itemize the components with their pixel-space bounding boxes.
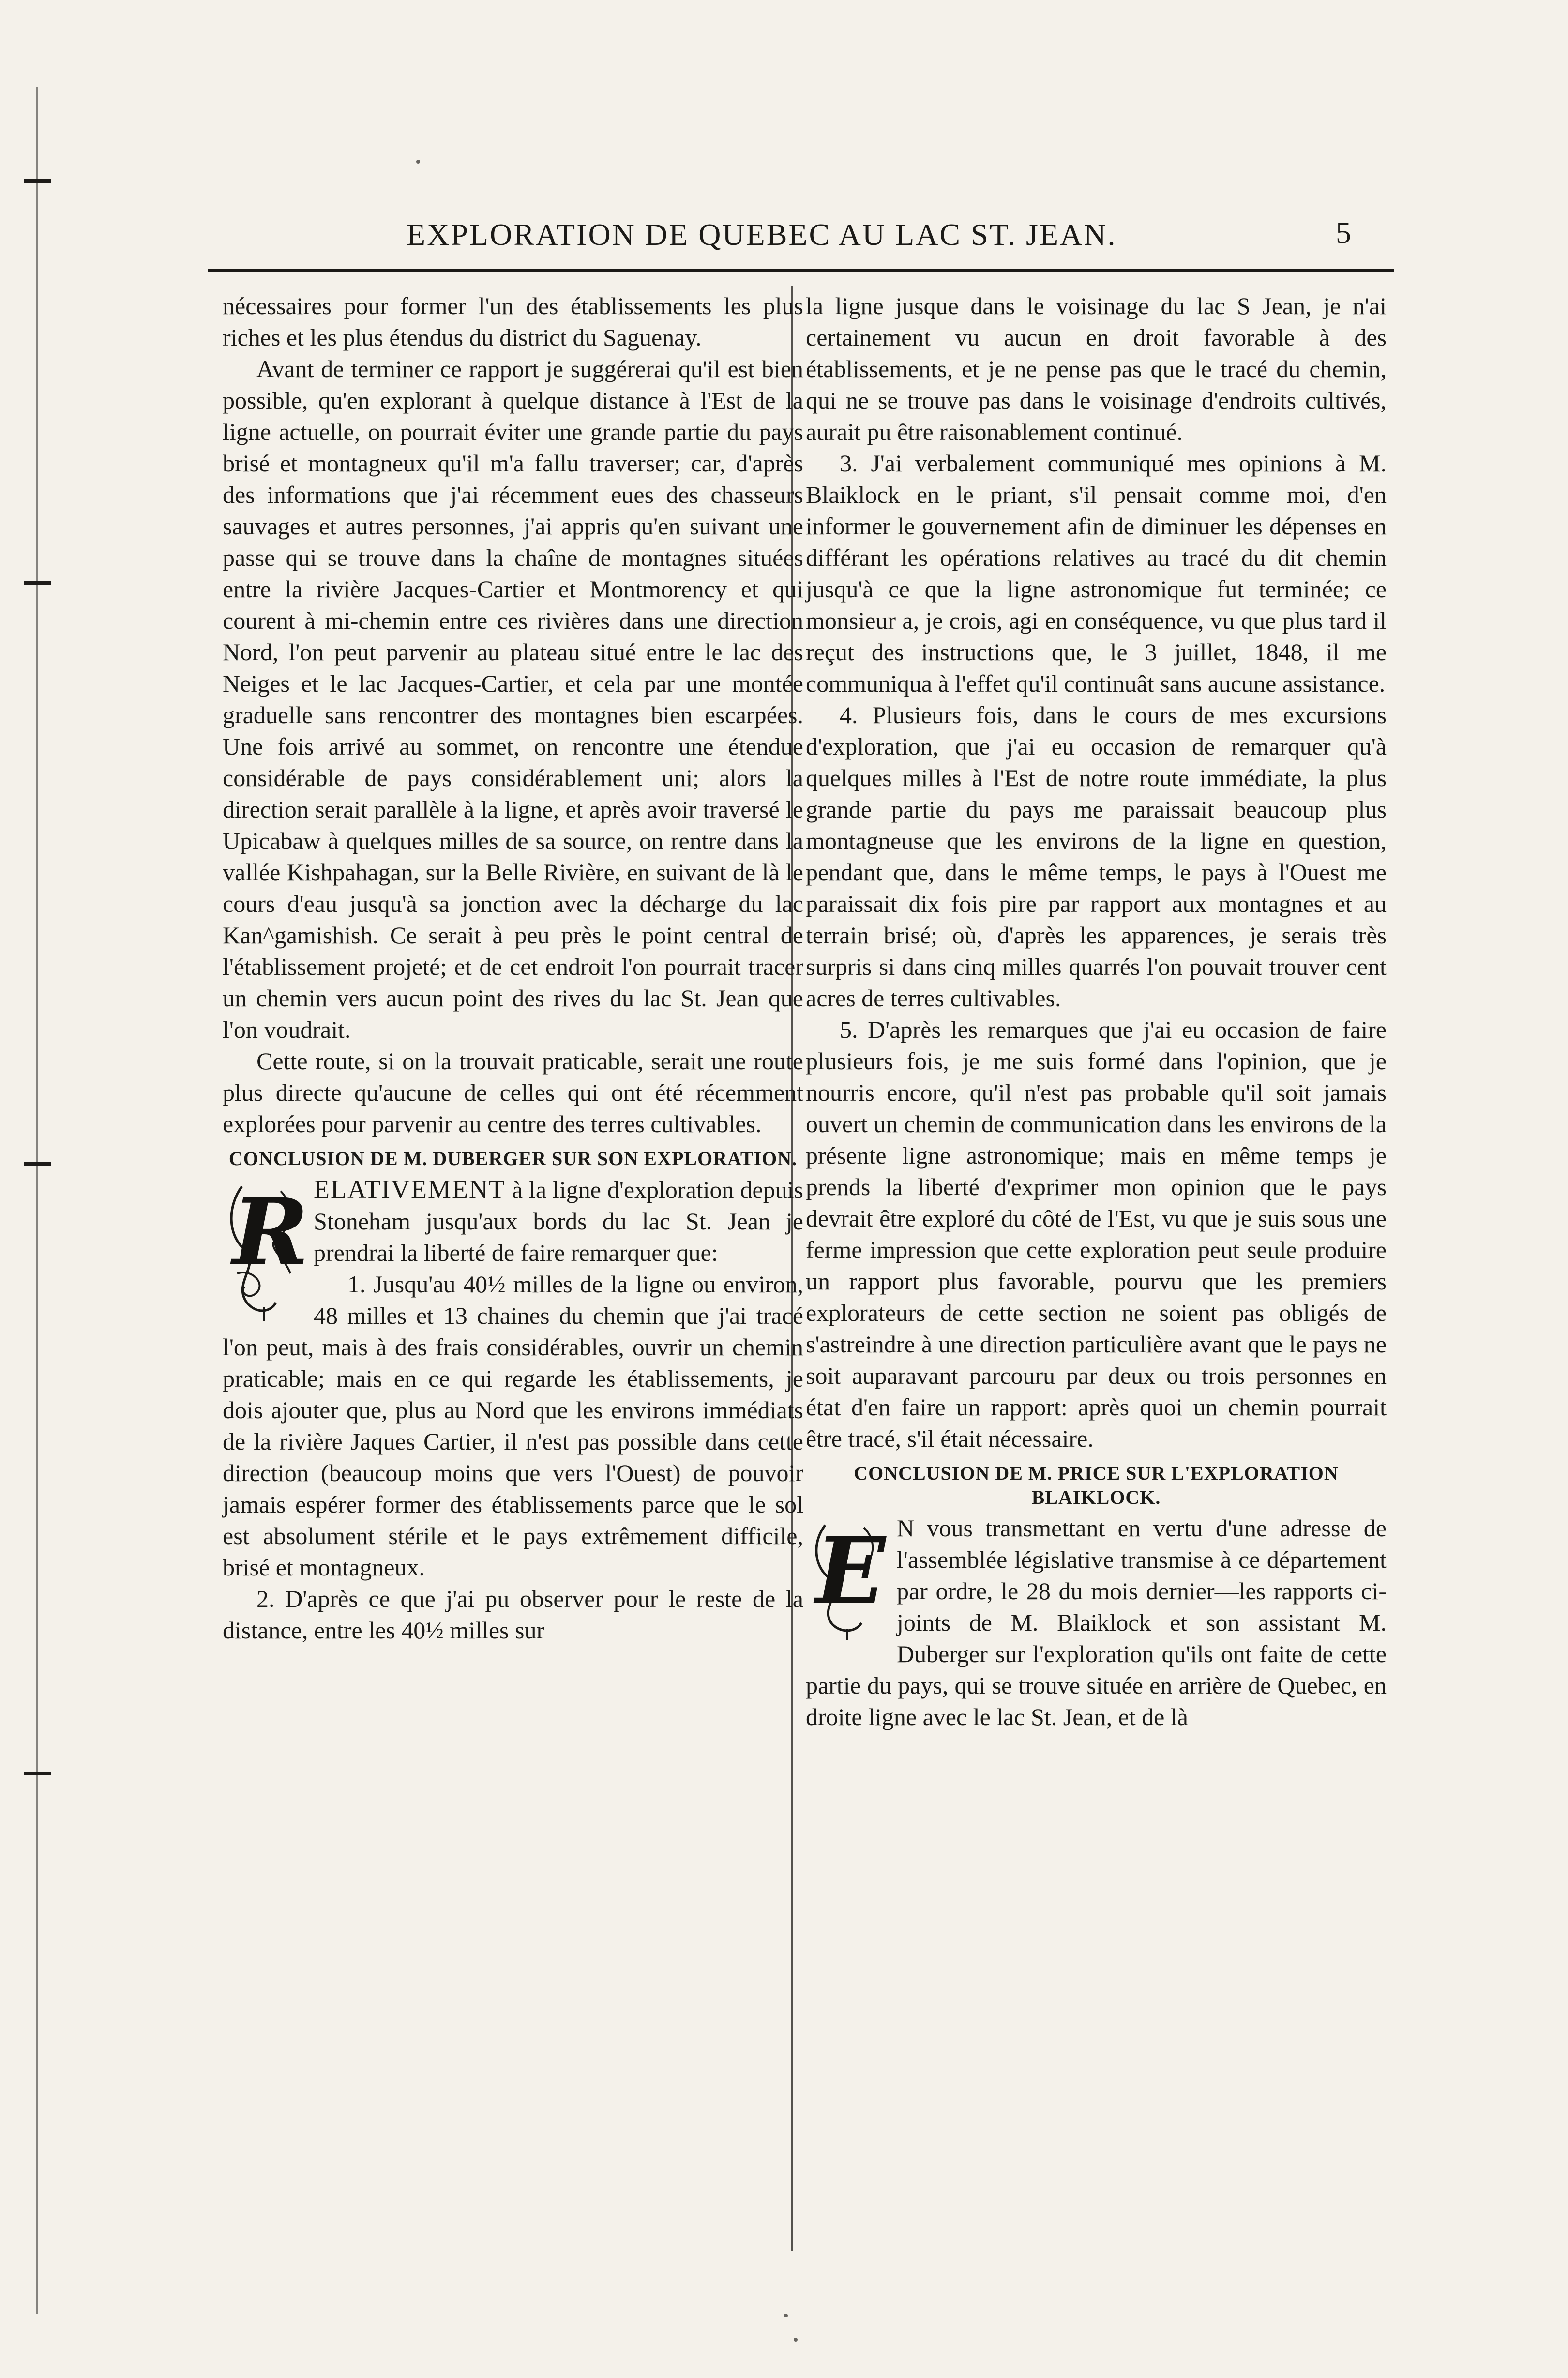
paragraph: 2. D'après ce que j'ai pu observer pour le reste de la distance, entre les 40½ milles sur [223,1585,803,1644]
section-heading: CONCLUSION DE M. DUBERGER SUR SON EXPLORATION. [228,1148,798,1169]
running-header [194,213,1384,266]
binding-line [36,87,38,2314]
paragraph: nécessaires pour former l'un des établissements les plus riches et les plus étendus du district du Saguenay. [223,292,803,351]
left-column [223,290,803,1646]
paragraph: 3. J'ai verbalement communiqué mes opinions à M. Blaiklock en le priant, s'il pensait comme moi, d'en informer le gouvernement afin de diminuer les dépenses en différant les opérations relatives au tracé du dit chemin jusqu'à ce que la ligne astronomique fut terminée; ce monsieur a, je crois, agi en conséquence, vu que plus tard il reçut des instructions que, le 3 juillet, 1848, il me communiqua à l'effet qu'il continuât sans aucune assistance. [806,450,1387,697]
dropcap-letter: E [815,1517,886,1625]
page-binding-edge [19,87,53,2314]
paragraph: la ligne jusque dans le voisinage du lac S Jean, je n'ai certainement vu aucun en droit favorable à des établissements, et je ne pense pas que le tracé du chemin, qui ne se trouve pas dans le voisinage d'endroits cultivés, aurait pu être raisonablement continué. [806,292,1387,445]
paragraph: 1. Jusqu'au 40½ milles de la ligne ou environ, 48 milles et 13 chaines du chemin que j'ai tracé l'on peut, mais à des frais considérables, ouvrir un chemin praticable; mais en ce qui regarde les établissements, je dois ajouter que, plus au Nord que les environs immédiats de la rivière Jaques Cartier, il n'est pas possible dans cette direction (beaucoup moins que vers l'Ouest) de pouvoir jamais espérer former des établissements parce que le sol est absolument stérile et le pays extrêmement difficile, brisé et montagneux. [223,1271,803,1581]
paragraph-with-dropcap [223,1174,803,1286]
paragraph-text: à la ligne d'exploration depuis Stoneham jusqu'aux bords du lac St. Jean je prendrai la liberté de faire remarquer que: [314,1176,803,1266]
paragraph: Cette route, si on la trouvait praticable, serait une route plus directe qu'aucune de celles qui ont été récemment explorées pour parvenir au centre des terres cultivables. [223,1047,803,1137]
lead-word: ELATIVEMENT [314,1175,506,1204]
right-column [806,290,1387,1733]
binding-mark [24,1162,51,1166]
dropcap-letter: R [232,1178,309,1286]
binding-mark [24,1772,51,1775]
binding-mark [24,179,51,183]
header-rule [208,269,1394,272]
print-speck [784,2314,788,2317]
binding-mark [24,581,51,585]
page-title: EXPLORATION DE QUEBEC AU LAC ST. JEAN. [407,217,1117,252]
print-speck [794,2338,798,2342]
paragraph: Avant de terminer ce rapport je suggérerai qu'il est bien possible, qu'en explorant à quelque distance à l'Est de la ligne actuelle, on pourrait éviter une grande partie du pays brisé et montagneux qu'il m'a fallu traverser; car, d'après des informations que j'ai récemment eues des chasseurs sauvages et autres personnes, j'ai appris qu'en suivant une passe qui se trouve dans la chaîne de montagnes situées entre la rivière Jacques-Cartier et Montmorency et qui courent à mi-chemin entre ces rivières dans une direction Nord, l'on peut parvenir au plateau situé entre le lac des Neiges et le lac Jacques-Cartier, et cela par une montée graduelle sans rencontrer des montagnes bien escarpées. Une fois arrivé au sommet, on rencontre une étendue considérable de pays considérablement uni; alors la direction serait parallèle à la ligne, et après avoir traversé le Upicabaw à quelques milles de sa source, on rentre dans la vallée Kishpahagan, sur la Belle Rivière, en suivant de là le cours d'eau jusqu'à sa jonction avec la décharge du lac Kan^gamishish. Ce serait à peu près le point central de l'établissement projeté; et de cet endroit l'on pourrait tracer un chemin vers aucun point des rives du lac St. Jean que l'on voudrait. [223,355,803,1043]
paragraph: 5. D'après les remarques que j'ai eu occasion de faire plusieurs fois, je me suis formé dans l'opinion, que je nourris encore, qu'il n'est pas probable qu'il soit jamais ouvert un chemin de communication dans les environs de la présente ligne astronomique; mais en même temps je prends la liberté d'exprimer mon opinion que le pays devrait être exploré du côté de l'Est, vu que je suis sous une ferme impression que cette exploration peut seule produire un rapport plus favorable, pourvu que les premiers explorateurs de cette section ne soient pas obligés de s'astreindre à une direction particulière avant que le pays ne soit auparavant parcouru par deux ou trois personnes en état d'en faire un rapport: après quoi un chemin pourrait être tracé, s'il était nécessaire. [806,1016,1387,1452]
paragraph-text: N vous transmettant en vertu d'une adresse de l'assemblée législative transmise à ce département par ordre, le 28 du mois dernier—les rapports ci-joints de M. Blaiklock et son assistant M. Duberger sur l'exploration qu'ils ont faite de cette partie du pays, qui se trouve située en arrière de Quebec, en droite ligne avec le lac St. Jean, et de là [806,1515,1387,1730]
ornamental-dropcap [223,1177,309,1322]
print-speck [416,160,420,164]
paragraph: 4. Plusieurs fois, dans le cours de mes excursions d'exploration, que j'ai eu occasion de remarquer qu'à quelques milles à l'Est de notre route immédiate, la plus grande partie du pays me paraissait beaucoup plus montagneuse que les environs de la ligne en question, pendant que, dans le même temps, le pays à l'Ouest me paraissait dix fois pire par rapport aux montagnes et au terrain brisé; où, d'après les apparences, je serais très surpris si dans cinq milles quarrés l'on pouvait trouver cent acres de terres cultivables. [806,701,1387,1012]
section-heading: CONCLUSION DE M. PRICE SUR L'EXPLORATION BLAIKLOCK. [854,1462,1339,1508]
ornamental-dropcap [806,1515,888,1641]
page-number: 5 [1336,215,1351,250]
paragraph-with-dropcap [806,1513,1387,1733]
